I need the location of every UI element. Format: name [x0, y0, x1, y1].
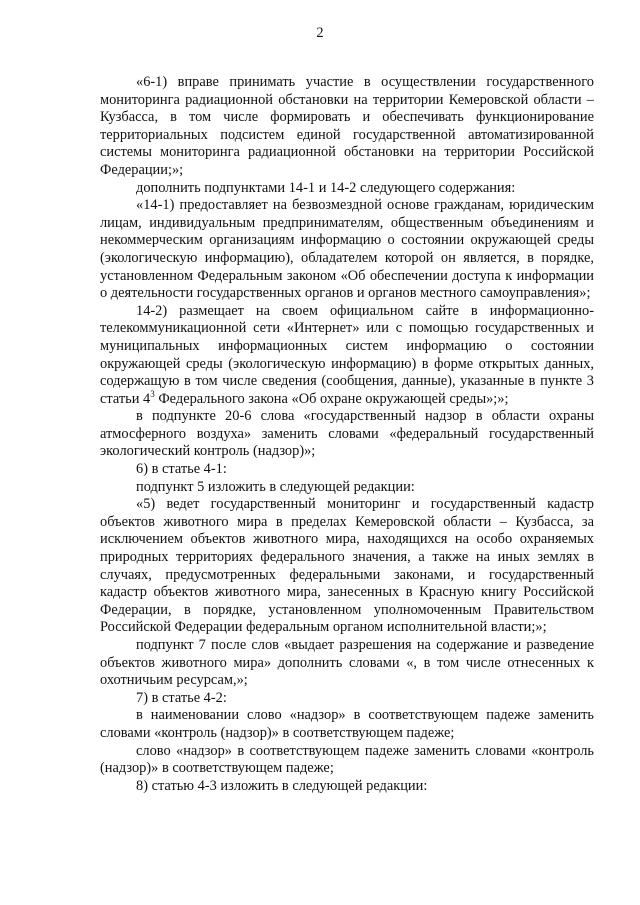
page-number: 2 [316, 25, 324, 41]
paragraph-item-5: «5) ведет государственный мониторинг и государственный кадастр объектов животного мира в пределах Кемеровской области – Кузбасса, за исключением объектов животного мира, находящихся на особо охраняемых природных территориях федерального значения, а также на иных землях в случаях, предусмотренных федеральными законами, и государственный кадастр объектов животного мира, занесенных в Красную книгу Российской Федерации, в порядке, установленном уполномоченным Правительством Российской Федерации федеральным органом исполнительной власти;»; [100, 496, 594, 636]
paragraph-word-replace: слово «надзор» в соответствующем падеже заменить словами «контроль (надзор)» в соответствующем падеже; [100, 742, 594, 777]
paragraph-item-20-6: в подпункте 20-6 слова «государственный надзор в области охраны атмосферного воздуха» заменить словами «федеральный государственный экологический контроль (надзор)»; [100, 408, 594, 460]
paragraph-subitem-7: подпункт 7 после слов «выдает разрешения на содержание и разведение объектов животного мира» дополнить словами «, в том числе отнесенных к охотничьим ресурсам,»; [100, 637, 594, 689]
paragraph-title-replace: в наименовании слово «надзор» в соответствующем падеже заменить словами «контроль (надзор)» в соответствующем падеже; [100, 707, 594, 741]
document-body [100, 74, 594, 795]
paragraph-article-4-3: 8) статью 4-3 изложить в следующей редакции: [136, 777, 428, 794]
paragraph-item-14-2-text: 14-2) размещает на своем официальном сайте в информационно-телекоммуникационной сети «Интернет» или с помощью государственных и муниципальных информационных систем информацию о состоянии окружающей среды (экологическую информацию) в форме открытых данных, содержащую в том числе сведения (сообщения, данные), указанные в пункте 3 статьи 4 [100, 302, 594, 407]
paragraph-item-6-1: «6-1) вправе принимать участие в осуществлении государственного мониторинга радиационной обстановки на территории Кемеровской области – Кузбасса, в том числе формировать и обеспечивать функционирование территориальных подсистем единой государственной автоматизированной системы мониторинга радиационной обстановки на территории Российской Федерации;»; [100, 74, 594, 178]
paragraph-item-14-2 [100, 303, 594, 409]
paragraph-add-subitems: дополнить подпунктами 14-1 и 14-2 следующего содержания: [136, 179, 516, 196]
superscript-article-number: 3 [150, 388, 155, 399]
paragraph-article-4-1: 6) в статье 4-1: [136, 461, 227, 478]
paragraph-article-4-2: 7) в статье 4-2: [136, 689, 227, 706]
paragraph-subitem-5-edit: подпункт 5 изложить в следующей редакции: [136, 478, 415, 495]
paragraph-item-14-2-text-end: Федерального закона «Об охране окружающей среды»;»; [154, 390, 509, 407]
paragraph-item-14-1: «14-1) предоставляет на безвозмездной основе гражданам, юридическим лицам, индивидуальным предпринимателям, общественным объединениям и некоммерческим организациям информацию о состоянии окружающей среды (экологическую информацию), обладателем которой он является, в порядке, установленном Федеральным законом «Об обеспечении доступа к информации о деятельности государственных органов и органов местного самоуправления»; [100, 197, 594, 302]
